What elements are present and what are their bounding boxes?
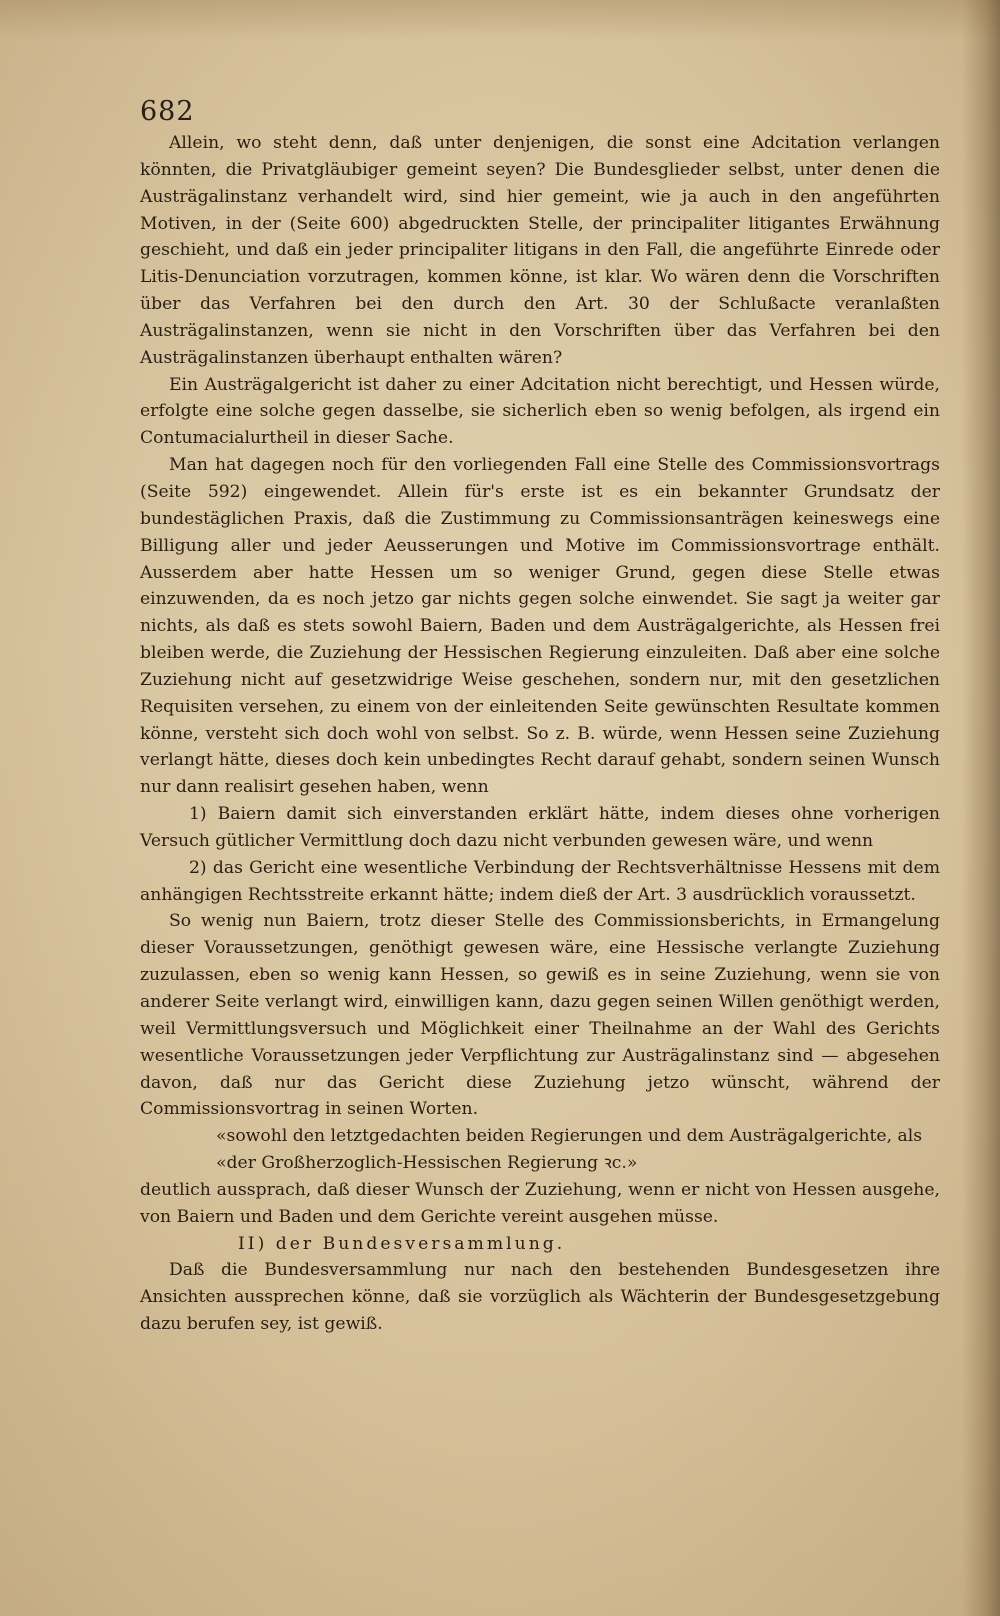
paragraph-4: So wenig nun Baiern, trotz dieser Stelle des Commissionsberichts, in Ermangelung dieser Voraussetzungen, genöthigt gewesen wäre, eine Hessische verlangte Zuziehung zuzulassen, eben so wenig kann Hessen, so gewiß es in seine Zuziehung, wenn sie von anderer Seite verlangt wird, einwilligen kann, dazu gegen seinen Willen genöthigt werden, weil Vermittlungsversuch und Möglichkeit einer Theilnahme an der Wahl des Gerichts wesentliche Voraussetzungen jeder Verpflichtung zur Austrägalinstanz sind — abgesehen davon, daß nur das Gericht diese Zuziehung jetzo wünscht, während der Commissionsvortrag in seinen Worten. — [140, 911, 940, 1120]
body-text — [140, 130, 940, 1338]
paragraph-3: Man hat dagegen noch für den vorliegenden Fall eine Stelle des Commissionsvortrags (Seite 592) eingewendet. Allein für's erste ist es ein bekannter Grundsatz der bundestäglichen Praxis, daß die Zustimmung zu Commissionsanträgen keineswegs eine Billigung aller und jeder Aeusserungen und Motive im Commissionsvortrage enthält. Ausserdem aber hatte Hessen um so weniger Grund, gegen diese Stelle etwas einzuwenden, da es noch jetzo gar nichts gegen solche einwendet. Sie sagt ja weiter gar nichts, als daß es stets sowohl Baiern, Baden und dem Austrägalgerichte, als Hessen frei bleiben werde, die Zuziehung der Hessischen Regierung einzuleiten. Daß aber eine solche Zuziehung nicht auf gesetzwidrige Weise geschehen, sondern nur, mit den gesetzlichen Requisiten versehen, zu einem von der einleitenden Seite gewünschten Resultate kommen könne, versteht sich doch wohl von selbst. So z. B. würde, wenn Hessen seine Zuziehung verlangt hätte, dieses doch kein unbedingtes Recht darauf gehabt, sondern seinen Wunsch nur dann realisirt gesehen haben, wenn — [140, 455, 940, 798]
section-heading: II) der Bundesversammlung. — [238, 1233, 566, 1254]
page-shadow-top — [0, 0, 1000, 40]
page-number: 682 — [140, 96, 195, 127]
last-paragraph: Daß die Bundesversammlung nur nach den bestehenden Bundesgesetzen ihre Ansichten aussprechen könne, daß sie vorzüglich als Wächterin der Bundesgesetzgebung dazu berufen sey, ist gewiß. — [140, 1260, 940, 1335]
quote-line-2: «der Großherzoglich-Hessischen Regierung ꝛc.» — [216, 1153, 638, 1174]
page-shadow-right — [962, 0, 1000, 1616]
paragraph-2: Ein Austrägalgericht ist daher zu einer Adcitation nicht berechtigt, und Hessen würde, erfolgte eine solche gegen dasselbe, sie sicherlich eben so wenig befolgen, als irgend ein Contumacialurtheil in dieser Sache. — [140, 374, 940, 449]
list-item-1: 1) Baiern damit sich einverstanden erklärt hätte, indem dieses ohne vorherigen Versuch gütlicher Vermittlung doch dazu nicht verbunden gewesen wäre, und wenn — [140, 804, 940, 851]
after-quote-text: deutlich aussprach, daß dieser Wunsch der Zuziehung, wenn er nicht von Hessen ausgehe, von Baiern und Baden und dem Gerichte vereint ausgehen müsse. — [140, 1179, 940, 1227]
list-item-2: 2) das Gericht eine wesentliche Verbindung der Rechtsverhältnisse Hessens mit dem anhängigen Rechtsstreite erkannt hätte; indem dieß der Art. 3 ausdrücklich voraussetzt. — [140, 857, 940, 905]
paragraph-1: Allein, wo steht denn, daß unter denjenigen, die sonst eine Adcitation verlangen könnten, die Privatgläubiger gemeint seyen? Die Bundesglieder selbst, unter denen die Austrägalinstanz verhandelt wird, sind hier gemeint, wie ja auch in den angeführten Motiven, in der (Seite 600) abgedruckten Stelle, der principaliter litigantes Erwähnung geschieht, und daß ein jeder principaliter litigans in den Fall, die angeführte Einrede oder Litis-Denunciation vorzutragen, kommen könne, ist klar. Wo wären denn die Vorschriften über das Verfahren bei den durch den Art. 30 der Schlußacte veranlaßten Austrägalinstanzen, wenn sie nicht in den Vorschriften über das Verfahren bei den Austrägalinstanzen überhaupt enthalten wären? — [140, 133, 940, 368]
quote-line-1: «sowohl den letztgedachten beiden Regierungen und dem Austrägalgerichte, als — [216, 1126, 923, 1147]
